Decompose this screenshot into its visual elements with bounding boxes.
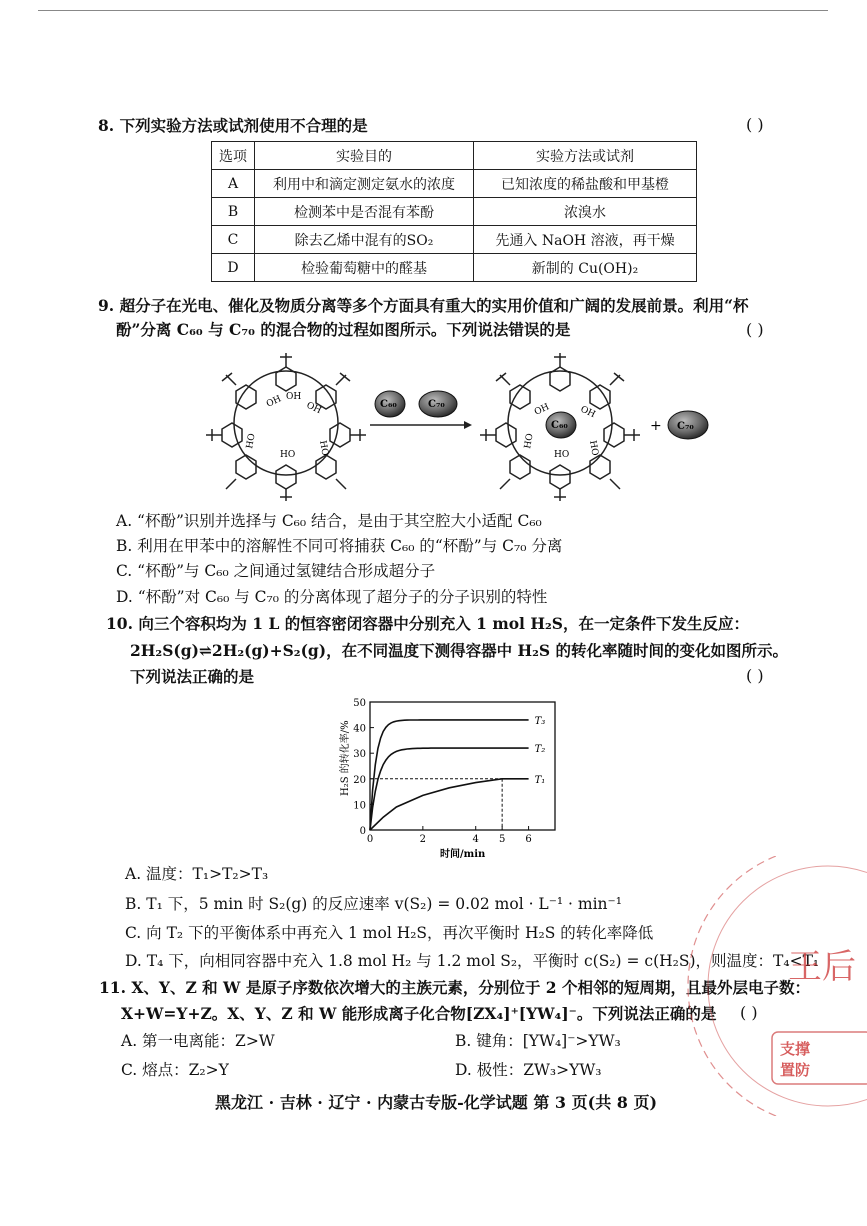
- table-header-row: [212, 142, 697, 170]
- oh-label: OH: [265, 394, 284, 410]
- series-label: T₃: [534, 715, 546, 727]
- q10-stem-line2: 2H₂S(g)⇌2H₂(g)+S₂(g)，在不同温度下测得容器中 H₂S 的转化率随时间的变化如图所示。: [130, 641, 789, 660]
- q9-option-a: A. “杯酚”识别并选择与 C₆₀ 结合，是由于其空腔大小适配 C₆₀: [116, 512, 542, 530]
- q9-option-b: B. 利用在甲苯中的溶解性不同可将捕获 C₆₀ 的“杯酚”与 C₇₀ 分离: [116, 537, 563, 555]
- q9-option-d: D. “杯酚”对 C₆₀ 与 C₇₀ 的分离体现了超分子的分子识别的特性: [116, 588, 548, 606]
- calixarene-figure: [190, 345, 730, 505]
- y-tick-label: 30: [353, 749, 366, 761]
- row-method: 新制的 Cu(OH)₂: [474, 254, 697, 282]
- q10-stem-line3: 下列说法正确的是: [130, 667, 255, 686]
- table-row: [212, 226, 697, 254]
- table-row: [212, 198, 697, 226]
- q10-option-a: A. 温度：T₁>T₂>T₃: [125, 865, 269, 883]
- ho-label: HO: [523, 432, 536, 450]
- oh-label: OH: [286, 392, 302, 402]
- q11-option-c: C. 熔点：Z₂>Y: [121, 1061, 229, 1079]
- row-option: D: [212, 254, 255, 282]
- q10-stem-line1: 10. 向三个容积均为 1 L 的恒容密闭容器中分别充入 1 mol H₂S，在一定条件下发生反应：: [106, 614, 749, 633]
- row-option: B: [212, 198, 255, 226]
- q11-option-d: D. 极性：ZW₃>YW₃: [455, 1061, 602, 1079]
- q8-table: [211, 141, 697, 282]
- table-row: [212, 254, 697, 282]
- c70-label: C₇₀: [677, 421, 694, 432]
- x-axis-label: 时间/min: [440, 849, 486, 860]
- x-tick-label: 2: [419, 834, 427, 845]
- conversion-chart: [330, 692, 570, 862]
- q8-answer-paren[interactable]: ( ): [746, 115, 764, 134]
- row-goal: 检测苯中是否混有苯酚: [255, 198, 474, 226]
- watermark-stamp: [668, 856, 867, 1116]
- y-tick-label: 20: [353, 774, 366, 786]
- row-goal: 利用中和滴定测定氨水的浓度: [255, 170, 474, 198]
- row-method: 浓溴水: [474, 198, 697, 226]
- page-footer: 黑龙江 · 吉林 · 辽宁 · 内蒙古专版-化学试题 第 3 页(共 8 页): [215, 1093, 658, 1112]
- q8-stem: 8. 下列实验方法或试剂使用不合理的是: [98, 116, 368, 135]
- c70-label: C₇₀: [428, 399, 445, 410]
- oh-label: OH: [533, 402, 552, 418]
- series-line: [370, 720, 529, 830]
- q11-option-b: B. 键角：[YW₄]⁻>YW₃: [455, 1032, 621, 1050]
- x-tick-label: 0: [366, 834, 374, 845]
- series-label: T₁: [534, 774, 546, 786]
- oh-label: OH: [304, 400, 323, 417]
- q11-option-a: A. 第一电离能：Z>W: [121, 1032, 275, 1050]
- ho-label: HO: [280, 450, 296, 460]
- stamp-text-1: 王后: [788, 947, 856, 987]
- row-goal: 除去乙烯中混有的SO₂: [255, 226, 474, 254]
- ho-label: HO: [587, 439, 600, 457]
- q9-option-c: C. “杯酚”与 C₆₀ 之间通过氢键结合形成超分子: [116, 562, 436, 580]
- q11-stem-line1: 11. X、Y、Z 和 W 是原子序数依次增大的主族元素，分别位于 2 个相邻的短周期，且最外层电子数：: [99, 978, 810, 997]
- q11-answer-paren[interactable]: ( ): [740, 1003, 758, 1022]
- q10-option-c: C. 向 T₂ 下的平衡体系中再充入 1 mol H₂S，再次平衡时 H₂S 的转化率降低: [125, 924, 654, 942]
- series-line: [370, 748, 529, 830]
- y-axis-label: H₂S 的转化率/%: [340, 720, 351, 796]
- chart-series: [370, 716, 545, 830]
- col-header-method: 实验方法或试剂: [474, 142, 697, 170]
- row-option: C: [212, 226, 255, 254]
- oh-label: OH: [578, 404, 597, 421]
- q9-stem-line1: 9. 超分子在光电、催化及物质分离等多个方面具有重大的实用价值和广阔的发展前景。利用“杯: [98, 296, 749, 315]
- top-rule: [38, 10, 828, 11]
- col-header-option: 选项: [212, 142, 255, 170]
- row-method: 先通入 NaOH 溶液，再干燥: [474, 226, 697, 254]
- table-row: [212, 170, 697, 198]
- stamp-text-3: 置防: [780, 1061, 811, 1079]
- series-label: T₂: [534, 744, 546, 756]
- reaction-arrow: [370, 421, 472, 429]
- y-tick-label: 0: [359, 826, 366, 837]
- c60-label: C₆₀: [380, 399, 397, 410]
- q9-answer-paren[interactable]: ( ): [746, 320, 764, 339]
- q9-stem-line2: 酚”分离 C₆₀ 与 C₇₀ 的混合物的过程如图所示。下列说法错误的是: [116, 320, 571, 339]
- y-tick-label: 40: [353, 723, 366, 735]
- row-method: 已知浓度的稀盐酸和甲基橙: [474, 170, 697, 198]
- x-tick-label: 4: [472, 834, 479, 845]
- q10-answer-paren[interactable]: ( ): [746, 666, 764, 685]
- q11-stem-line2: X+W=Y+Z。X、Y、Z 和 W 能形成离子化合物[ZX₄]⁺[YW₄]⁻。下列说法正确的是: [121, 1004, 717, 1023]
- plus-sign: +: [650, 418, 662, 434]
- reactant-balls: [375, 391, 457, 417]
- ho-label: HO: [245, 432, 258, 450]
- q10-option-d: D. T₄ 下，向相同容器中充入 1.8 mol H₂ 与 1.2 mol S₂，平衡时 c(S₂) = c(H₂S)，则温度：T₄<T₁: [125, 952, 820, 970]
- x-tick-label: 5: [498, 834, 506, 845]
- stamp-text-2: 支撑: [780, 1040, 811, 1058]
- x-tick-label: 6: [525, 834, 532, 845]
- y-tick-label: 50: [353, 698, 366, 709]
- c60-label: C₆₀: [551, 420, 568, 431]
- ho-label: HO: [554, 450, 570, 460]
- calixarene-right: [480, 353, 640, 501]
- series-line: [370, 779, 529, 830]
- ho-label: HO: [317, 439, 330, 457]
- y-tick-label: 10: [353, 800, 366, 812]
- q10-option-b: B. T₁ 下，5 min 时 S₂(g) 的反应速率 v(S₂) = 0.02 mol · L⁻¹ · min⁻¹: [125, 895, 622, 913]
- row-goal: 检验葡萄糖中的醛基: [255, 254, 474, 282]
- col-header-goal: 实验目的: [255, 142, 474, 170]
- calixarene-left: [206, 353, 366, 501]
- row-option: A: [212, 170, 255, 198]
